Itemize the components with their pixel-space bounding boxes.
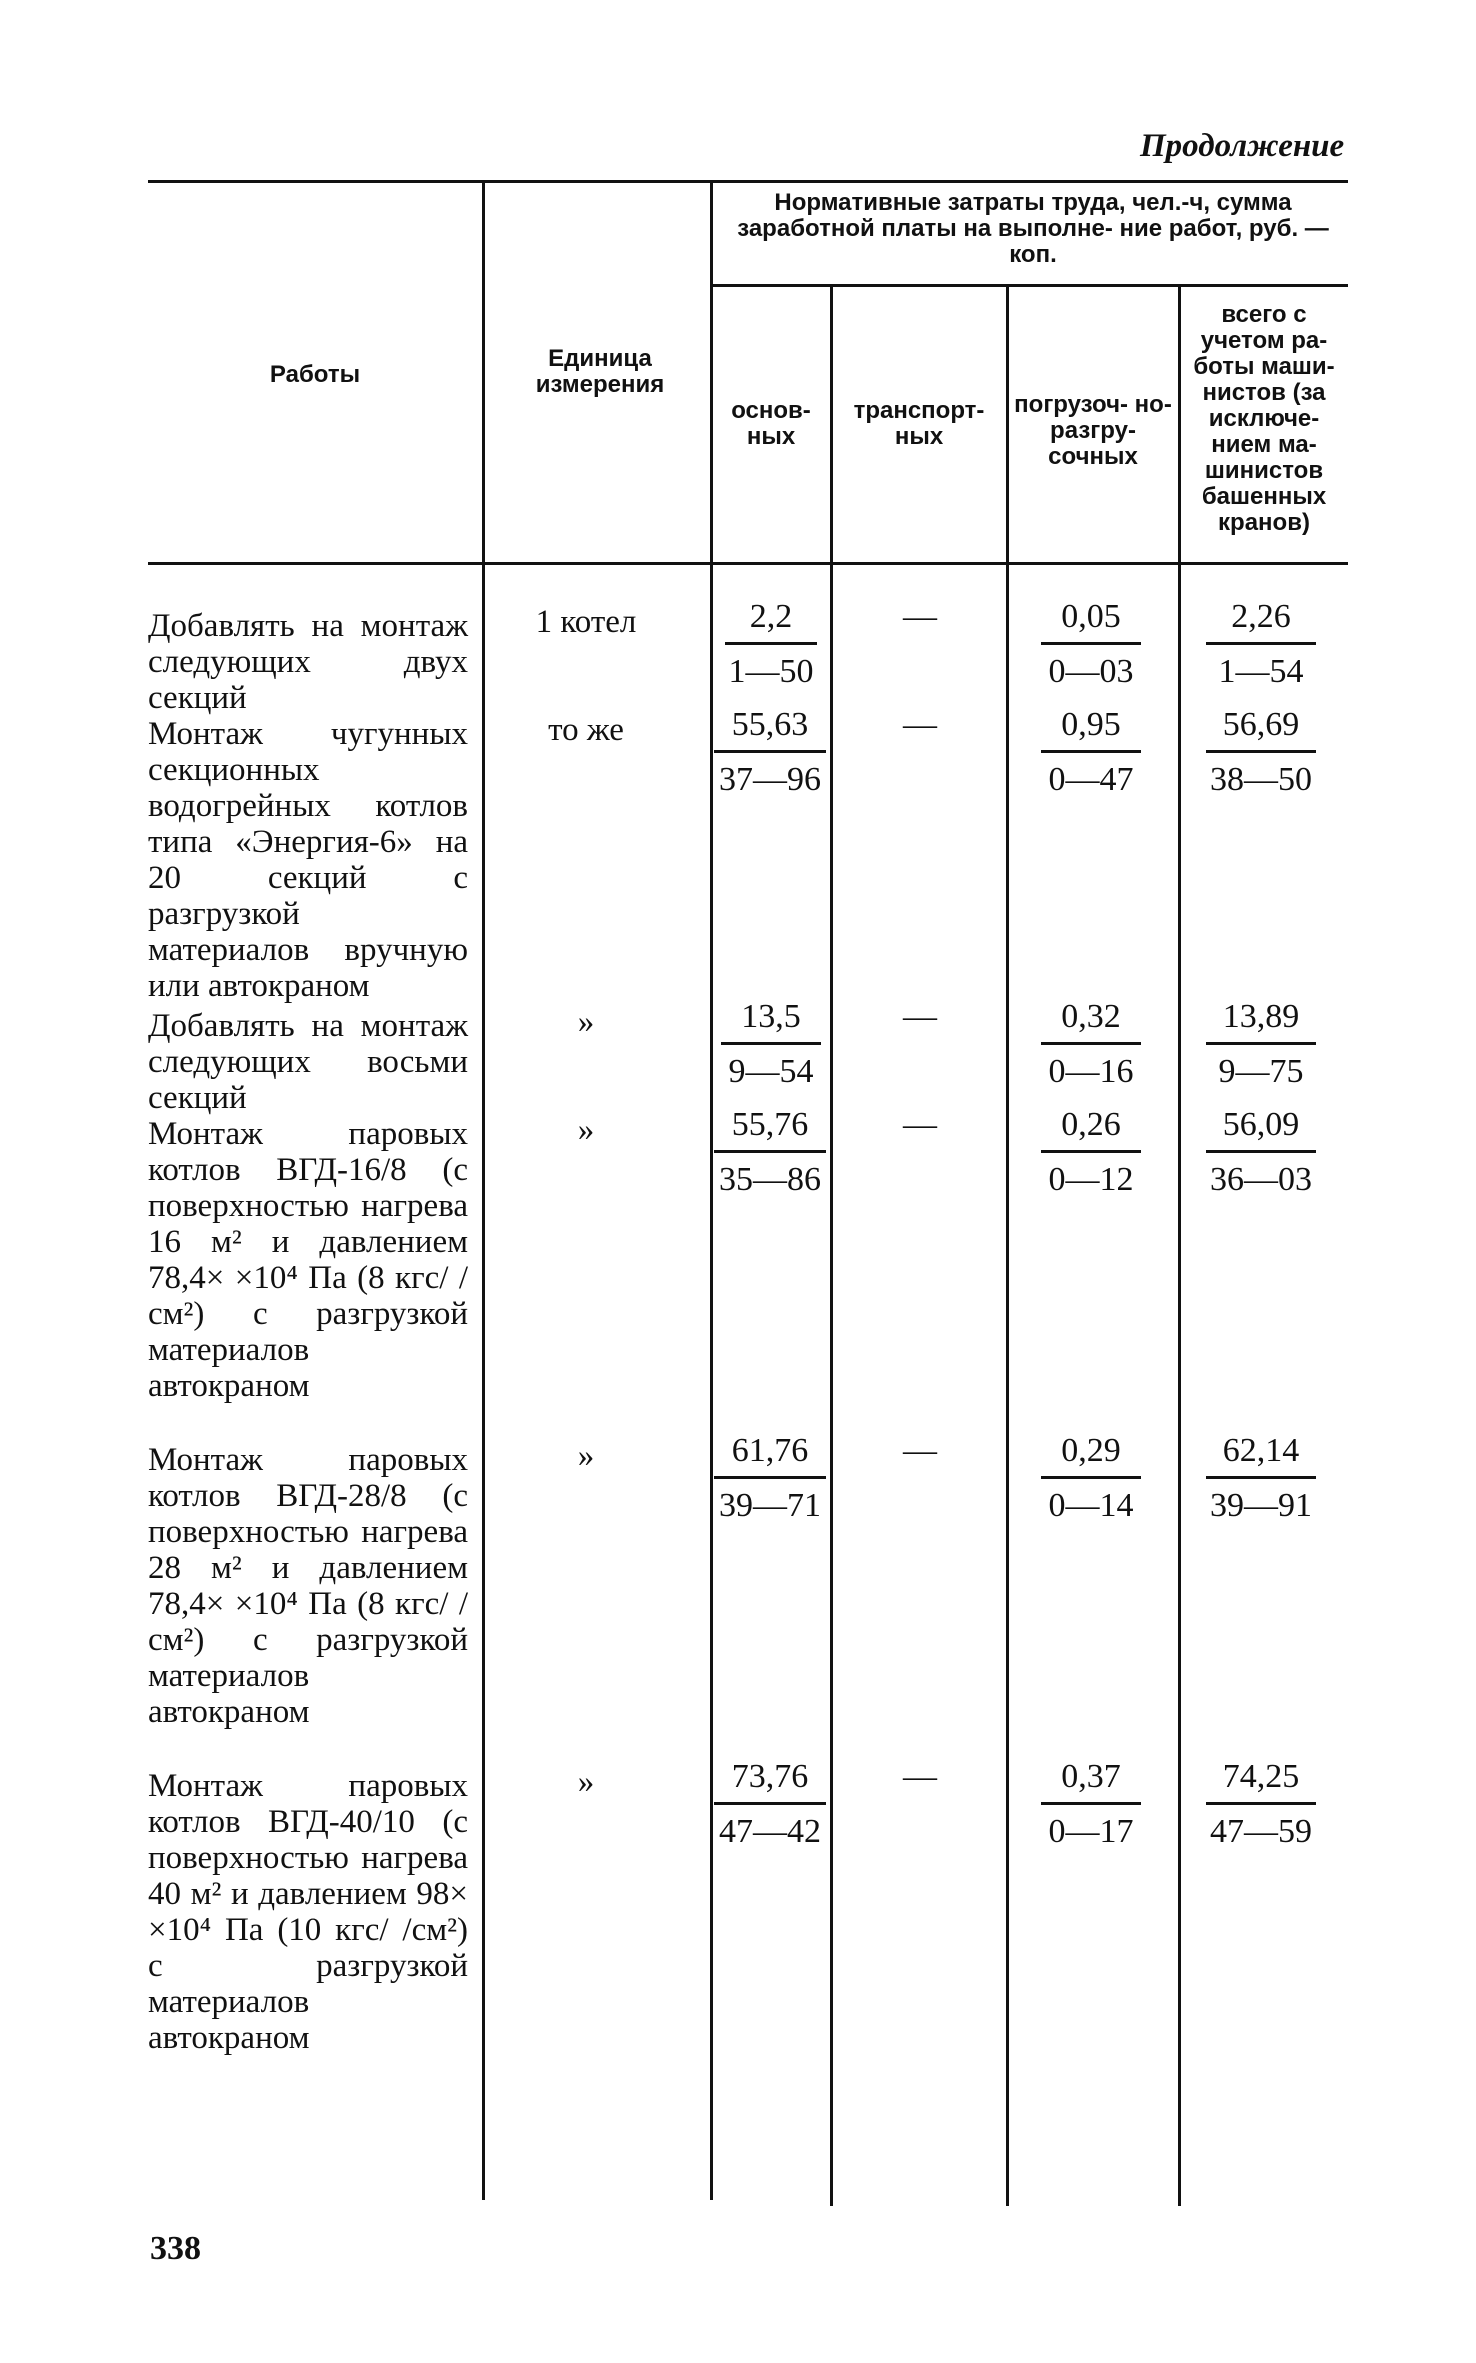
page-number: 338 (150, 2230, 201, 2267)
row-6-loading: 0,37 0—17 (1016, 1758, 1166, 1857)
row-6-main: 73,76 47—42 (712, 1758, 828, 1857)
row-4-loading: 0,26 0—12 (1016, 1106, 1166, 1205)
col-divider-1 (482, 180, 485, 2200)
row-6-work: Монтаж паровых котлов ВГД-40/10 (с поверхностью нагрева 40 м² и давлением 98× ×10⁴ Па (10 кгс/ /см²) с разгрузкой материалов автокраном (148, 1768, 468, 2056)
row-2-work: Монтаж чугунных секционных водогрейных котлов типа «Энергия-6» на 20 секций с разгрузкой материалов вручную или автокраном (148, 716, 468, 1004)
row-4-work: Монтаж паровых котлов ВГД-16/8 (с поверхностью нагрева 16 м² и давлением 78,4× ×10⁴ Па (8 кгс/ /см²) с разгрузкой материалов автокраном (148, 1116, 468, 1404)
row-2-loading: 0,95 0—47 (1016, 706, 1166, 805)
header-labor-group: Нормативные затраты труда, чел.-ч, сумма заработной платы на выполне- ние работ, руб. — коп. (737, 189, 1329, 268)
row-1-total: 2,26 1—54 (1186, 598, 1336, 697)
header-total: всего с учетом ра- боты маши- нистов (за исключе- нием ма- шинистов башенных кранов) (1193, 301, 1335, 536)
row-4-unit: » (577, 1112, 595, 1148)
row-3-work: Добавлять на монтаж следующих восьми секций (148, 1008, 468, 1116)
group-header-rule (712, 284, 1348, 287)
header-main: основ- ных (731, 397, 811, 450)
row-3-total: 13,89 9—75 (1186, 998, 1336, 1097)
row-2-main: 55,63 37—96 (712, 706, 828, 805)
row-6-transport: — (903, 1758, 937, 1795)
row-1-unit: 1 котел (535, 604, 637, 640)
row-4-transport: — (903, 1106, 937, 1143)
row-5-transport: — (903, 1432, 937, 1469)
col-divider-5 (1178, 286, 1181, 2206)
header-unit: Единица измерения (535, 345, 665, 398)
row-1-transport: — (903, 598, 937, 635)
row-4-main: 55,76 35—86 (712, 1106, 828, 1205)
row-3-main: 13,5 9—54 (716, 998, 826, 1097)
row-3-unit: » (577, 1004, 595, 1040)
header-bottom-rule (148, 562, 1348, 565)
row-6-total: 74,25 47—59 (1186, 1758, 1336, 1857)
continuation-label: Продолжение (1140, 128, 1345, 164)
row-5-main: 61,76 39—71 (712, 1432, 828, 1531)
col-divider-3 (830, 286, 833, 2206)
row-1-loading: 0,05 0—03 (1016, 598, 1166, 697)
row-3-loading: 0,32 0—16 (1016, 998, 1166, 1097)
row-2-transport: — (903, 706, 937, 743)
header-loading: погрузоч- но-разгру- сочных (1014, 391, 1172, 470)
row-3-transport: — (903, 998, 937, 1035)
row-4-total: 56,09 36—03 (1186, 1106, 1336, 1205)
row-2-total: 56,69 38—50 (1186, 706, 1336, 805)
row-5-total: 62,14 39—91 (1186, 1432, 1336, 1531)
row-6-unit: » (577, 1764, 595, 1800)
col-divider-4 (1006, 286, 1009, 2206)
row-5-unit: » (577, 1438, 595, 1474)
table-top-rule (148, 180, 1348, 183)
row-5-loading: 0,29 0—14 (1016, 1432, 1166, 1531)
row-2-unit: то же (548, 712, 624, 748)
row-5-work: Монтаж паровых котлов ВГД-28/8 (с поверхностью нагрева 28 м² и давлением 78,4× ×10⁴ Па (8 кгс/ /см²) с разгрузкой материалов автокраном (148, 1442, 468, 1730)
row-1-work: Добавлять на монтаж следующих двух секций (148, 608, 468, 716)
header-works: Работы (269, 361, 361, 388)
header-transport: транспорт- ных (853, 397, 985, 450)
row-1-main: 2,2 1—50 (716, 598, 826, 697)
